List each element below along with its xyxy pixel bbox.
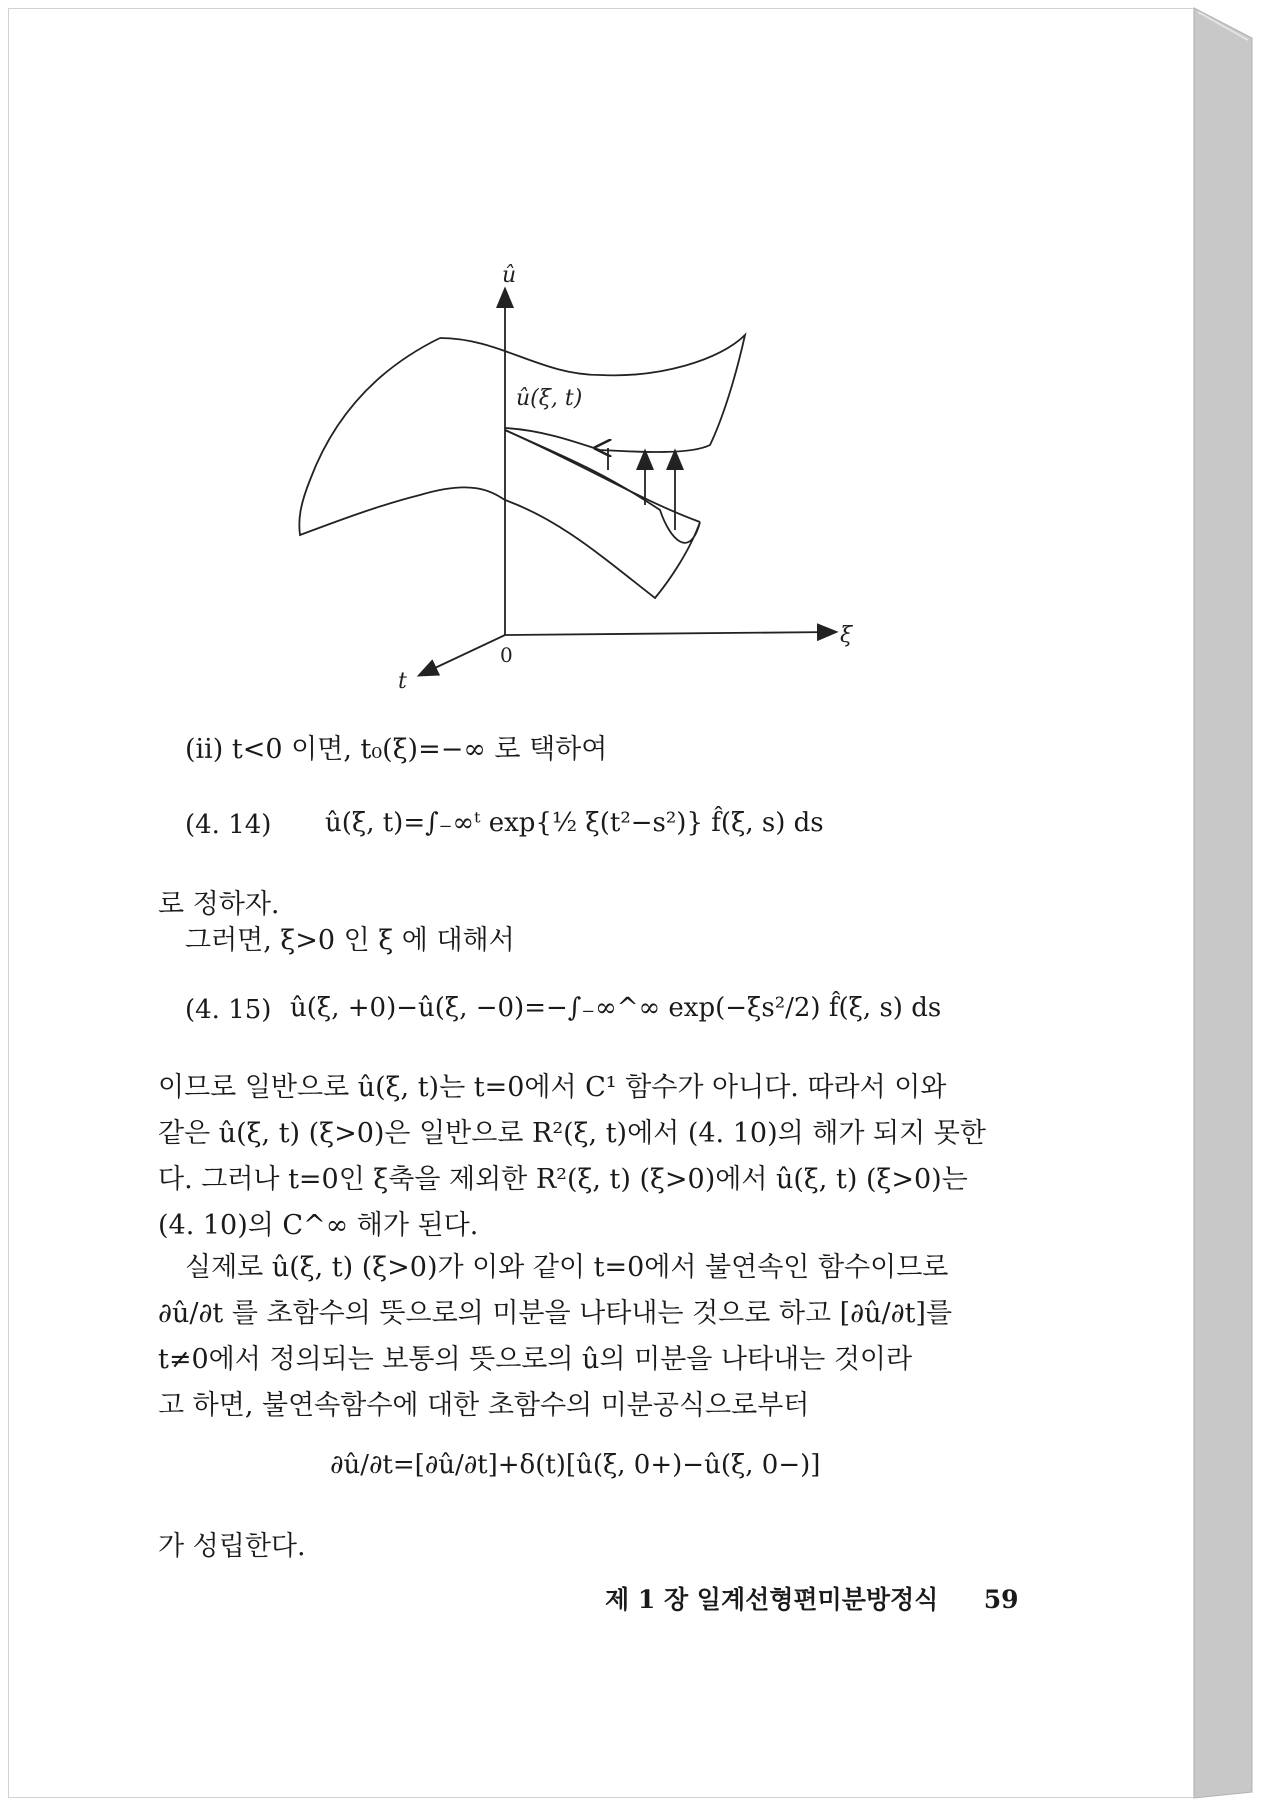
surface-upper — [440, 335, 745, 522]
paragraph-1-line: 이므로 일반으로 û(ξ, t)는 t=0에서 C¹ 함수가 아니다. 따라서 이와 — [158, 1072, 947, 1103]
paragraph-2-line: t≠0에서 정의되는 보통의 뜻으로의 û의 미분을 나타내는 것이라 — [158, 1344, 913, 1375]
page-footer — [605, 1580, 1019, 1616]
eq-4-14-number: (4. 14) — [185, 810, 272, 840]
t-axis — [420, 635, 505, 675]
origin-label: 0 — [500, 643, 513, 667]
final-line: 가 성립한다. — [158, 1531, 306, 1562]
surface-label: û(ξ, t) — [516, 386, 583, 411]
page-number: 59 — [983, 1585, 1019, 1614]
eq-4-15-number: (4. 15) — [185, 995, 272, 1025]
then-line: 그러면, ξ>0 인 ξ 에 대해서 — [185, 925, 515, 956]
axis-t-label: t — [398, 669, 407, 694]
paragraph-2 — [158, 1245, 1158, 1429]
surface-figure — [240, 250, 900, 700]
chapter-title: 제 1 장 일계선형편미분방정식 — [605, 1585, 939, 1614]
paragraph-2-line: 고 하면, 불연속함수에 대한 초함수의 미분공식으로부터 — [158, 1390, 810, 1421]
axis-xi-label: ξ — [840, 623, 853, 648]
paragraph-1-line: 같은 û(ξ, t) (ξ>0)은 일반으로 R²(ξ, t)에서 (4. 10)의 해가 되지 못한 — [158, 1118, 986, 1149]
paragraph-2-line: ∂û/∂t 를 초함수의 뜻으로의 미분을 나타내는 것으로 하고 [∂û/∂t]를 — [158, 1298, 953, 1329]
eq-4-14: û(ξ, t)=∫₋∞ᵗ exp{½ ξ(t²−s²)} f̂(ξ, s) ds — [325, 808, 824, 838]
paragraph-1-line: (4. 10)의 C^∞ 해가 된다. — [158, 1210, 479, 1241]
eq-delta: ∂û/∂t=[∂û/∂t]+δ(t)[û(ξ, 0+)−û(ξ, 0−)] — [330, 1450, 821, 1480]
choose-line: 로 정하자. — [158, 889, 280, 920]
case-ii-line: (ii) t<0 이면, t₀(ξ)=−∞ 로 택하여 — [185, 734, 608, 765]
paragraph-1-line: 다. 그러나 t=0인 ξ축을 제외한 R²(ξ, t) (ξ>0)에서 û(ξ, t) (ξ>0)는 — [158, 1164, 968, 1195]
surface-lower — [505, 430, 700, 598]
paragraph-2-line: 실제로 û(ξ, t) (ξ>0)가 이와 같이 t=0에서 불연속인 함수이므로 — [185, 1252, 949, 1283]
xi-axis — [505, 632, 835, 635]
eq-4-15: û(ξ, +0)−û(ξ, −0)=−∫₋∞^∞ exp(−ξs²/2) f̂(ξ, s) ds — [290, 993, 942, 1023]
paragraph-1 — [158, 1065, 1158, 1249]
axis-u-label: û — [502, 263, 517, 288]
